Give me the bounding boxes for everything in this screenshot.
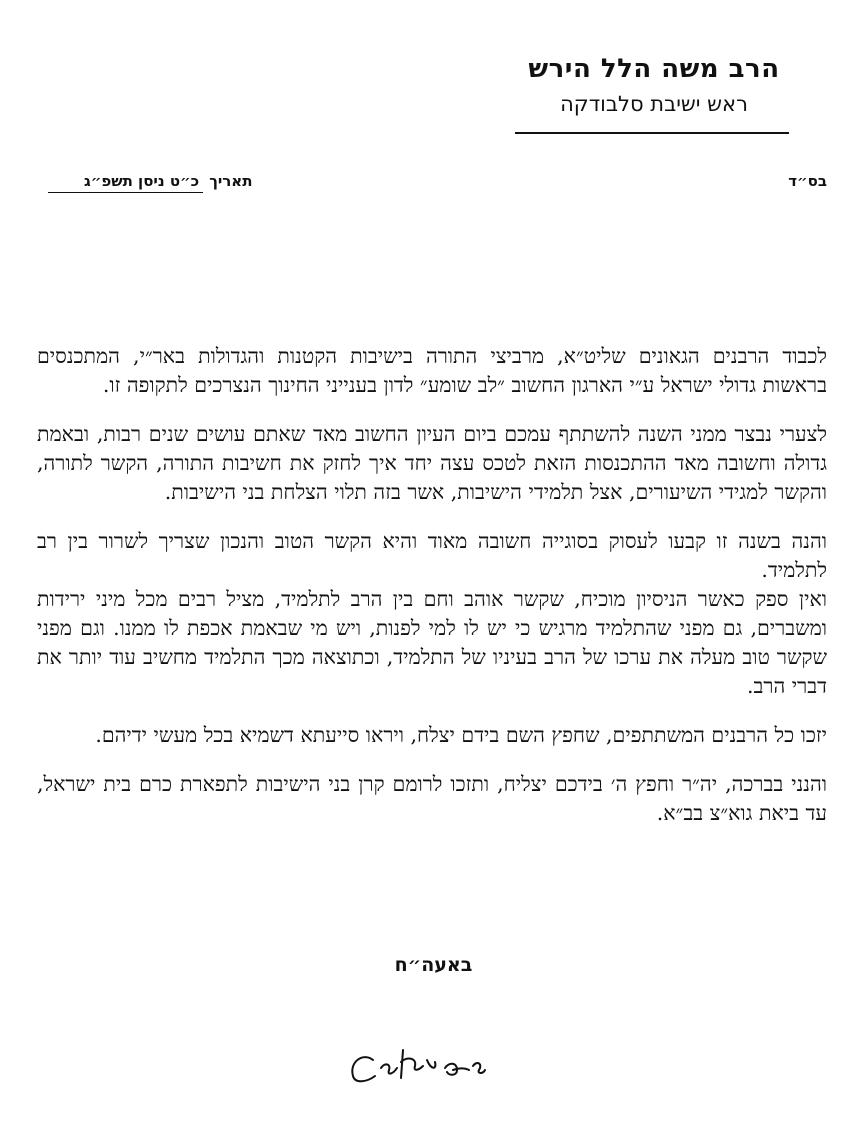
signature-icon — [345, 1040, 495, 1090]
author-title: ראש ישיבת סלבודקה — [560, 92, 748, 116]
closing-line: באעה״ח — [394, 954, 473, 976]
letter-body — [37, 342, 827, 848]
letterhead — [519, 52, 789, 134]
paragraph-closing-blessing: והנני בברכה, יה״ר וחפץ ה׳ בידכם יצליח, ותזכו לרומם קרן בני הישיבות לתפארת כרם בית ישראל, עד ביאת גוא״צ בב״א. — [37, 772, 827, 825]
date-line — [48, 172, 252, 193]
paragraph-blessing: יזכו כל הרבנים המשתתפים, שחפץ השם בידם יצלח, ויראו סייעתא דשמיא בכל מעשי ידיהם. — [95, 723, 827, 747]
paragraph-regret: לצערי נבצר ממני השנה להשתתף עמכם ביום העיון החשוב מאד שאתם עושים שנים רבות, ובאמת גדולה וחשובה מאד ההתכנסות הזאת לטכס עצה יחד איך לחזק את חשיבות התורה, הקשר לתורה, והקשר למגידי השיעורים, אצל תלמידי הישיבות, אשר בזה תלוי הצלחת בני הישיבות. — [37, 422, 827, 504]
letterhead-divider — [515, 132, 789, 134]
author-name: הרב משה הלל הירש — [528, 54, 780, 84]
date-label: תאריך — [209, 172, 253, 190]
paragraph-topic: והנה בשנה זו קבעו לעסוק בסוגייה חשובה מאוד והיא הקשר הטוב והנכון שצריך לשרור בין רב לתלמיד. — [37, 529, 827, 582]
bsd-mark: בס״ד — [788, 172, 827, 190]
paragraph-relationship: ואין ספק כאשר הניסיון מוכיח, שקשר אוהב וחם בין הרב לתלמיד, מציל רבים מכל מיני ירידות ומשברים, גם מפני שהתלמיד מרגיש כי יש לו למי לפנות, ויש מי שבאמת אכפת לו ממנו. וגם מפני שקשר טוב מעלה את ערכו של הרב בעיניו של התלמיד, וכתוצאה מכך התלמיד מחשיב עוד יותר את דברי הרב. — [37, 587, 827, 698]
date-value: כ״ט ניסן תשפ״ג — [48, 172, 203, 193]
paragraph-salutation: לכבוד הרבנים הגאונים שליט״א, מרביצי התורה בישיבות הקטנות והגדולות באר״י, המתכנסים בראשות גדולי ישראל ע״י הארגון החשוב ״לב שומע״ לדון בענייני החינוך הנצרכים לתקופה זו. — [37, 344, 827, 397]
